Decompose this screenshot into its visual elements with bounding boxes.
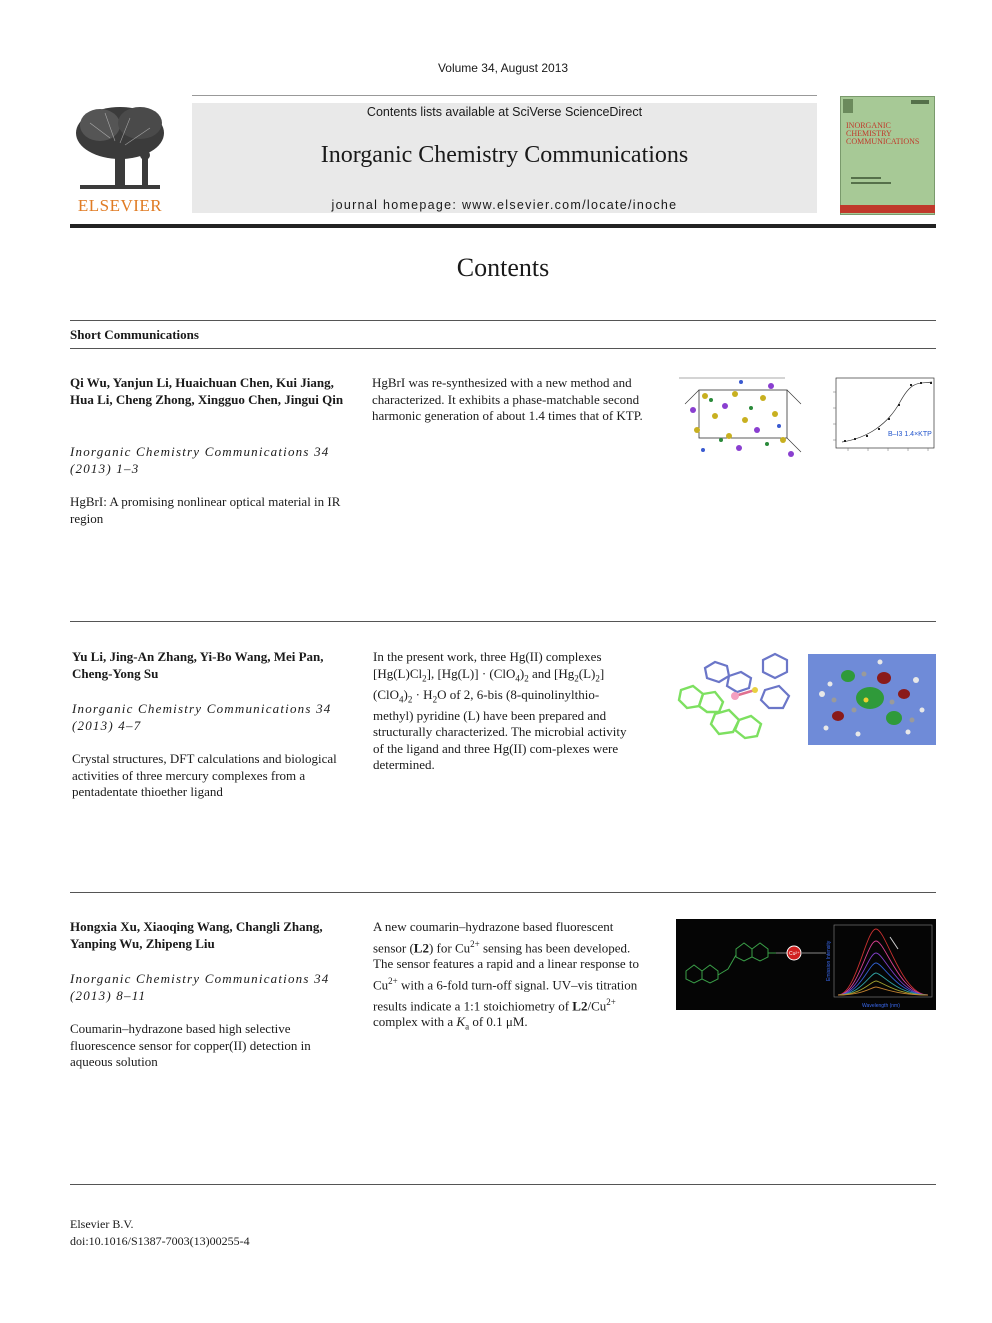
publisher-logo-text: ELSEVIER [77, 196, 163, 215]
article-3-abstract: A new coumarin–hydrazone based fluorescent sensor (L2) for $Cu^{2+}$ sensing has been developed. The sensor features a rapid and a linear response to $Cu^{2+}$ with a 6-fold turn-off signal. UV–vis titration results indicate a 1:1 stoichiometry of $L2/Cu^{2+}$ complex with a $K_a$ of 0.1 μM. [373, 919, 640, 1033]
contents-lists-link[interactable]: Contents lists available at SciVerse ScienceDirect [366, 105, 643, 119]
article-3-plot-ylabel: Emission Intensity [826, 940, 832, 981]
cover-journal-title: INORGANIC CHEMISTRY COMMUNICATIONS [846, 121, 920, 146]
footer-publisher-info [70, 1216, 250, 1250]
header-divider [70, 224, 936, 228]
section-top-rule [70, 320, 936, 321]
header-top-rule [192, 95, 817, 96]
article-1-plot-label: B–I3 1.4×KTP [888, 431, 932, 438]
section-label: Short Communications [70, 327, 199, 342]
article-3-plot-xlabel: Wavelength (nm) [862, 1003, 900, 1009]
footer-publisher: Elsevier B.V. [70, 1217, 134, 1231]
article-2-citation[interactable]: Inorganic Chemistry Communications 34 (2013) 4–7 [72, 701, 332, 733]
article-3-fluorescence-figure [676, 919, 936, 1010]
article-2-dft-orbital-figure [808, 654, 936, 745]
article-1-title[interactable]: HgBrI: A promising nonlinear optical material in IR region [70, 494, 341, 526]
article-3-citation[interactable]: Inorganic Chemistry Communications 34 (2013) 8–11 [70, 971, 330, 1003]
journal-homepage-link[interactable]: journal homepage: www.elsevier.com/locate/inoche [331, 198, 678, 212]
page-title: Contents [456, 253, 550, 282]
article-divider-2 [70, 892, 936, 893]
article-1-shg-plot [818, 372, 936, 460]
article-divider-1 [70, 621, 936, 622]
article-3-cu-label: Cu²⁺ [789, 951, 800, 957]
article-1-abstract: HgBrI was re-synthesized with a new method and characterized. It exhibits a phase-matchable second harmonic generation of about 1.4 times that of KTP. [372, 375, 643, 423]
journal-cover-image [840, 96, 935, 215]
article-2-molecular-structure-figure [675, 650, 805, 742]
article-3-title[interactable]: Coumarin–hydrazone based high selective fluorescence sensor for copper(II) detection in aqueous solution [70, 1021, 311, 1069]
footer-rule [70, 1184, 936, 1185]
article-2-title[interactable]: Crystal structures, DFT calculations and biological activities of three mercury complexes from a pentadentate thioether ligand [72, 751, 337, 799]
cover-footer-bar [840, 205, 935, 213]
article-1-authors: Qi Wu, Yanjun Li, Huaichuan Chen, Kui Jiang, Hua Li, Cheng Zhong, Xingguo Chen, Jingui Qin [70, 375, 344, 407]
article-1-crystal-structure-figure [675, 370, 815, 462]
article-3-authors: Hongxia Xu, Xiaoqing Wang, Changli Zhang, Yanping Wu, Zhipeng Liu [70, 919, 323, 951]
article-2-abstract: In the present work, three Hg(II) complexes $[Hg(L)Cl_2]$, $[Hg(L)] \cdot (ClO_4)_2$ and $[Hg_2(L)_2] (ClO_4)_2 \cdot H_2O$ of 2, 6-bis (8-quinolinylthio-methyl) pyridine (L) have been prepared and structurally characterized. The microbial activity of the ligand and three Hg(II) com-plexes were determined. [373, 649, 627, 773]
article-2-authors: Yu Li, Jing-An Zhang, Yi-Bo Wang, Mei Pan, Cheng-Yong Su [72, 649, 324, 681]
journal-title: Inorganic Chemistry Communications [320, 142, 689, 168]
article-1-citation[interactable]: Inorganic Chemistry Communications 34 (2013) 1–3 [70, 444, 330, 476]
volume-info: Volume 34, August 2013 [437, 61, 569, 75]
section-bottom-rule [70, 348, 936, 349]
footer-doi[interactable]: doi:10.1016/S1387-7003(13)00255-4 [70, 1234, 250, 1248]
